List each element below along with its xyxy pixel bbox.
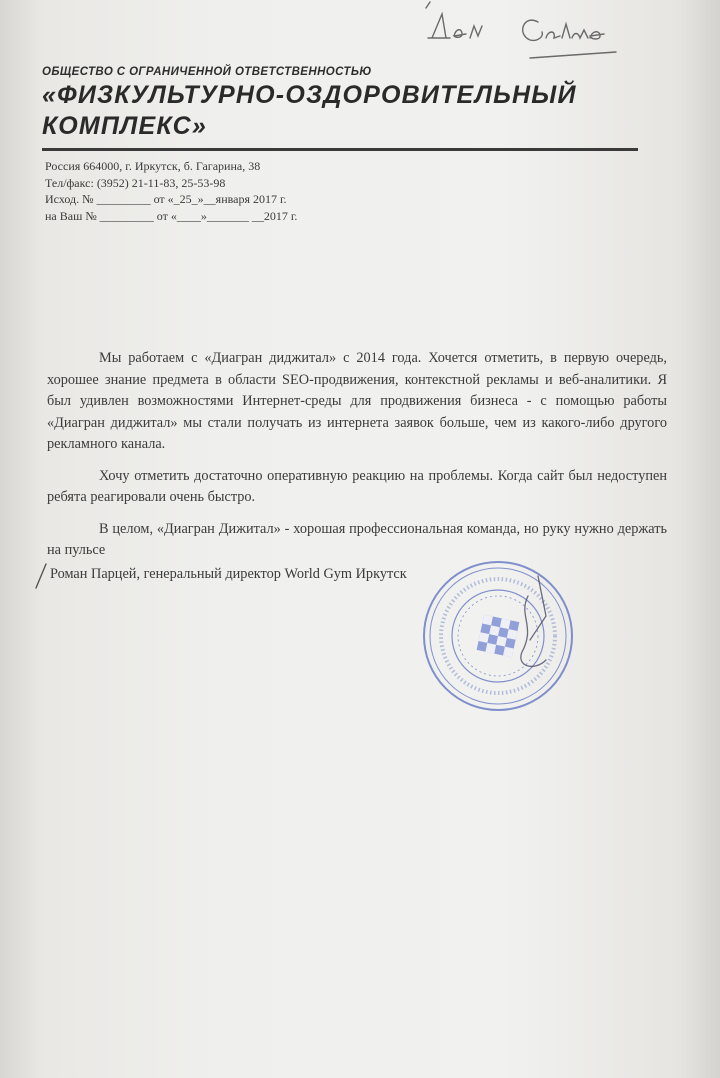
address: Россия 664000, г. Иркутск, б. Гагарина, 38	[45, 159, 261, 173]
letter-body	[47, 348, 667, 562]
letterhead-divider	[42, 148, 638, 151]
phone-fax: Тел/факс: (3952) 21-11-83, 25-53-98	[45, 175, 226, 190]
body-paragraph-2: Хочу отметить достаточно оперативную реакцию на проблемы. Когда сайт был недоступен ребята реагировали очень быстро.	[47, 467, 667, 505]
company-seal-icon	[418, 556, 578, 716]
organization-type: ОБЩЕСТВО С ОГРАНИЧЕННОЙ ОТВЕТСТВЕННОСТЬЮ	[42, 66, 372, 78]
incoming-number: на Ваш № _________ от «____»_______ __2017 г.	[45, 208, 298, 223]
signatory: Роман Парцей, генеральный директор World Gym Иркутск	[50, 566, 407, 582]
organization-name-line1: «ФИЗКУЛЬТУРНО-ОЗДОРОВИТЕЛЬНЫЙ	[42, 81, 577, 109]
organization-name-line2: КОМПЛЕКС»	[42, 112, 207, 140]
contact-block	[45, 158, 297, 224]
body-paragraph-1: Мы работаем с «Диагран диджитал» с 2014 года. Хочется отметить, в первую очередь, хорошее знание предмета в области SEO-продвижения, контекстной рекламы и веб-аналитики. Я был удивлен возможностями Интернет-среды для продвижения бизнеса - с помощью работы «Диагран диджитал» мы стали получать из интернета заявок больше, чем из какого-либо другого рекламного канала.	[47, 350, 667, 452]
outgoing-number: Исход. № _________ от «_25_»__января 2017 г.	[45, 192, 287, 206]
handwritten-note	[420, 0, 630, 80]
organization-name	[42, 80, 642, 142]
body-paragraph-3: В целом, «Диагран Дижитал» - хорошая профессиональная команда, но руку нужно держать на пульсе	[47, 520, 667, 558]
